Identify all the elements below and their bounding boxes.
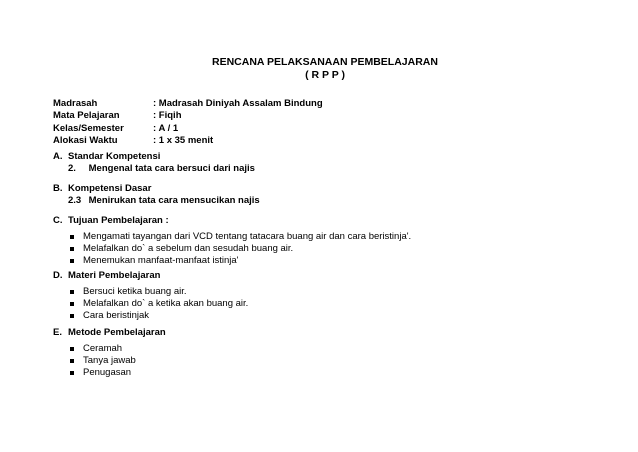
info-value: : Fiqih xyxy=(153,110,182,122)
section-subitem xyxy=(53,195,260,207)
section-tujuan-pembelajaran xyxy=(53,215,411,266)
section-title: Metode Pembelajaran xyxy=(68,327,166,338)
info-row-class xyxy=(53,123,323,135)
subitem-text: Menirukan tata cara mensucikan najis xyxy=(88,195,260,207)
list-item xyxy=(70,231,411,243)
list-item-text: Tanya jawab xyxy=(83,355,136,366)
list-item-text: Mengamati tayangan dari VCD tentang tatacara buang air dan cara beristinja'. xyxy=(83,231,412,243)
section-title: Tujuan Pembelajaran : xyxy=(68,215,169,226)
bullet-square-icon xyxy=(70,235,74,239)
section-heading xyxy=(53,151,255,163)
title-line-2: ( R P P ) xyxy=(305,69,345,81)
list-item xyxy=(70,355,166,367)
list-item-text: Melafalkan do` a ketika akan buang air. xyxy=(83,298,249,309)
info-row-time xyxy=(53,135,323,147)
bullet-square-icon xyxy=(70,247,74,251)
section-letter: A. xyxy=(53,151,63,162)
list-item-text: Ceramah xyxy=(83,343,123,355)
identity-table xyxy=(53,98,323,148)
list-item xyxy=(70,310,248,322)
section-heading xyxy=(53,327,166,339)
section-letter: E. xyxy=(53,327,62,338)
list-item xyxy=(70,298,248,310)
list-item-text: Menemukan manfaat-manfaat istinja' xyxy=(83,254,239,266)
list-item-text: Bersuci ketika buang air. xyxy=(83,286,187,298)
section-letter: C. xyxy=(53,215,63,226)
bullet-square-icon xyxy=(70,347,74,351)
title-line-1: RENCANA PELAKSANAAN PEMBELAJARAN xyxy=(212,56,438,68)
bullet-square-icon xyxy=(70,259,74,263)
section-kompetensi-dasar xyxy=(53,183,260,208)
info-value: : Madrasah Diniyah Assalam Bindung xyxy=(153,98,323,109)
list-item-text: Penugasan xyxy=(83,366,132,378)
subitem-text: Mengenal tata cara bersuci dari najis xyxy=(88,163,255,175)
info-value: : 1 x 35 menit xyxy=(153,135,214,147)
section-metode-pembelajaran xyxy=(53,327,166,378)
list-item xyxy=(70,286,248,298)
section-letter: B. xyxy=(53,183,63,194)
bullet-square-icon xyxy=(70,359,74,363)
info-key: Kelas/Semester xyxy=(53,122,124,134)
section-standar-kompetensi xyxy=(53,151,255,176)
section-title: Materi Pembelajaran xyxy=(68,270,161,281)
list-item xyxy=(70,367,166,379)
bullet-square-icon xyxy=(70,302,74,306)
info-key: Madrasah xyxy=(53,98,98,109)
section-materi-pembelajaran xyxy=(53,270,248,321)
bullet-list xyxy=(53,286,248,321)
bullet-square-icon xyxy=(70,371,74,375)
bullet-square-icon xyxy=(70,314,74,318)
list-item xyxy=(70,243,411,255)
info-key: Alokasi Waktu xyxy=(53,135,118,147)
list-item xyxy=(70,255,411,267)
info-value: : A / 1 xyxy=(153,122,179,134)
info-row-madrasah xyxy=(53,98,323,110)
subitem-number: 2. xyxy=(68,163,76,175)
section-title: Kompetensi Dasar xyxy=(68,183,152,194)
bullet-list xyxy=(53,231,411,266)
section-subitem xyxy=(53,163,255,175)
info-key: Mata Pelajaran xyxy=(53,110,120,122)
section-title: Standar Kompetensi xyxy=(68,151,161,162)
section-heading xyxy=(53,270,248,282)
document-title xyxy=(0,56,638,82)
section-heading xyxy=(53,215,411,227)
subitem-number: 2.3 xyxy=(68,195,82,207)
list-item-text: Melafalkan do` a sebelum dan sesudah buang air. xyxy=(83,243,294,254)
list-item-text: Cara beristinjak xyxy=(83,309,149,321)
bullet-square-icon xyxy=(70,290,74,294)
list-item xyxy=(70,343,166,355)
bullet-list xyxy=(53,343,166,378)
info-row-subject xyxy=(53,110,323,122)
section-heading xyxy=(53,183,260,195)
section-letter: D. xyxy=(53,270,63,281)
